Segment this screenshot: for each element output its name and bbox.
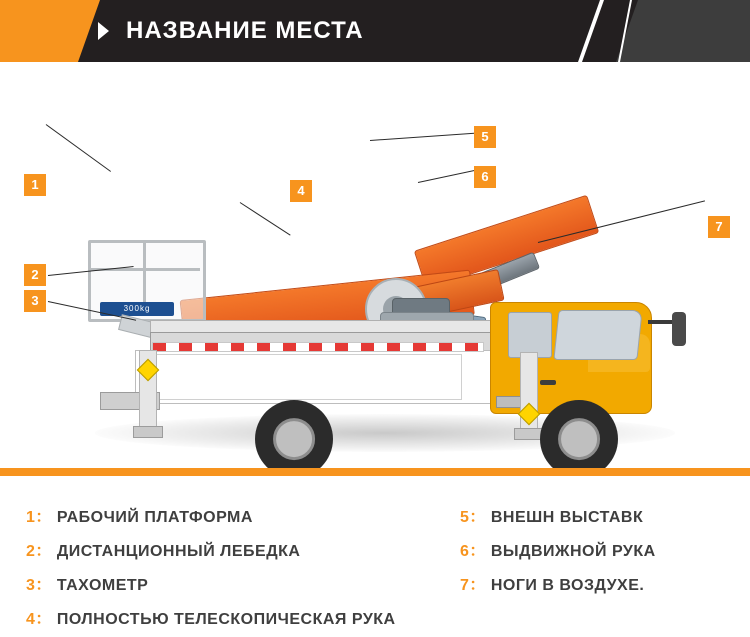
legend-item-2 — [26, 538, 300, 561]
callout-tag-4: 4 — [290, 180, 312, 202]
legend-item-3 — [26, 572, 148, 595]
callout-tag-2: 2 — [24, 264, 46, 286]
legend-item-5-num: 5： — [460, 509, 486, 526]
side-mirror — [672, 312, 686, 346]
play-arrow-icon — [98, 22, 109, 40]
page-title: НАЗВАНИЕ МЕСТА — [126, 17, 364, 44]
callout-tag-1: 1 — [24, 174, 46, 196]
basket-capacity-text: 300kg — [123, 304, 151, 313]
callout-tag-3: 3 — [24, 290, 46, 312]
legend-item-1-label: РАБОЧИЙ ПЛАТФОРМА — [56, 509, 253, 526]
legend-item-5-label: ВНЕШН ВЫСТАВК — [490, 509, 644, 526]
legend-item-2-num: 2： — [26, 543, 52, 560]
callout-tag-5: 5 — [474, 126, 496, 148]
legend-item-5 — [460, 504, 643, 527]
truck-illustration — [0, 62, 750, 468]
legend-list — [0, 476, 750, 637]
front-wheel — [540, 400, 618, 478]
legend-item-7-label: НОГИ В ВОЗДУХЕ. — [490, 577, 645, 594]
outrigger-foot-rear — [133, 426, 163, 438]
reflective-stripe — [152, 342, 484, 352]
callout-tag-7: 7 — [708, 216, 730, 238]
legend-item-7-num: 7： — [460, 577, 486, 594]
legend-item-6-num: 6： — [460, 543, 486, 560]
header-bar — [0, 0, 750, 62]
legend-item-6 — [460, 538, 656, 561]
legend-item-7 — [460, 572, 644, 595]
legend-item-4-num: 4： — [26, 611, 52, 628]
legend-item-2-label: ДИСТАНЦИОННЫЙ ЛЕБЕДКА — [56, 543, 301, 560]
product-diagram — [0, 62, 750, 468]
legend-item-4-label: ПОЛНОСТЬЮ ТЕЛЕСКОПИЧЕСКАЯ РУКА — [56, 611, 396, 628]
legend-item-4 — [26, 606, 396, 629]
legend-item-1-num: 1： — [26, 509, 52, 526]
legend-item-1 — [26, 504, 253, 527]
legend-panel — [0, 468, 750, 637]
chassis-side-panel — [150, 354, 462, 400]
rear-wheel — [255, 400, 333, 478]
callout-tag-6: 6 — [474, 166, 496, 188]
legend-item-3-label: ТАХОМЕТР — [56, 577, 149, 594]
mirror-arm — [648, 320, 674, 324]
front-wheel-hub — [558, 418, 600, 460]
legend-item-6-label: ВЫДВИЖНОЙ РУКА — [490, 543, 656, 560]
rear-wheel-hub — [273, 418, 315, 460]
legend-divider — [0, 468, 750, 476]
legend-item-3-num: 3： — [26, 577, 52, 594]
door-handle — [540, 380, 556, 385]
windshield — [553, 310, 642, 360]
